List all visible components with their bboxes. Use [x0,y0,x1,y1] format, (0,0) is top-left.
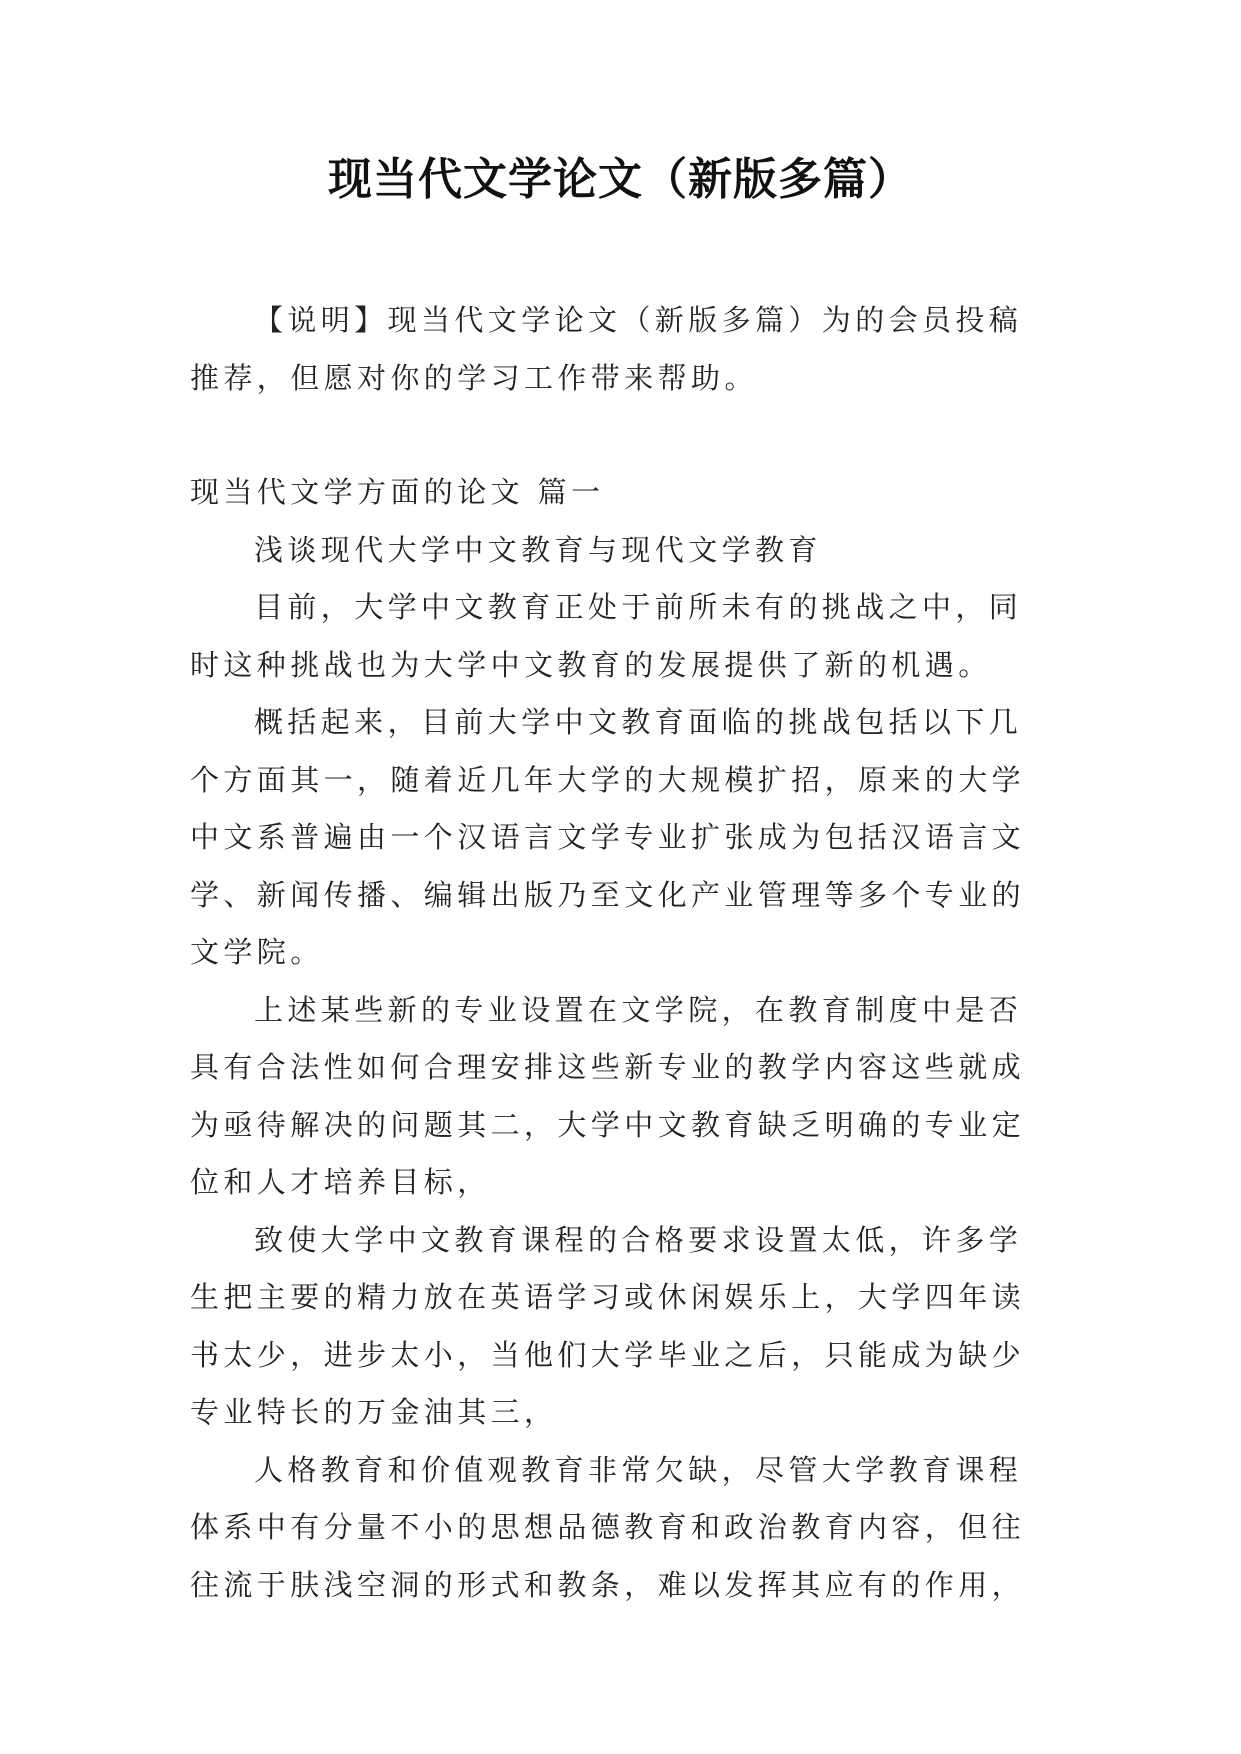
intro-paragraph: 【说明】现当代文学论文（新版多篇）为的会员投稿推荐，但愿对你的学习工作带来帮助。 [190,303,1023,395]
spacer [190,407,1050,464]
document-body [190,292,1050,1614]
paragraph: 致使大学中文教育课程的合格要求设置太低，许多学生把主要的精力放在英语学习或休闲娱乐上，大学四年读书太少，进步太小，当他们大学毕业之后，只能成为缺少专业特长的万金油其三， [190,1222,1026,1429]
paragraph: 上述某些新的专业设置在文学院，在教育制度中是否具有合法性如何合理安排这些新专业的教学内容这些就成为亟待解决的问题其二，大学中文教育缺乏明确的专业定位和人才培养目标， [190,992,1026,1199]
section-heading: 现当代文学方面的论文 篇一 [190,475,605,509]
paragraph-subtitle: 浅谈现代大学中文教育与现代文学教育 [254,532,822,567]
paragraph: 目前，大学中文教育正处于前所未有的挑战之中，同时这种挑战也为大学中文教育的发展提供了新的机遇。 [190,590,1023,682]
paragraph: 概括起来，目前大学中文教育面临的挑战包括以下几个方面其一，随着近几年大学的大规模扩招，原来的大学中文系普遍由一个汉语言文学专业扩张成为包括汉语言文学、新闻传播、编辑出版乃至文化产业管理等多个专业的文学院。 [190,705,1026,969]
document-title: 现当代文学论文（新版多篇） [328,154,913,205]
paragraph: 人格教育和价值观教育非常欠缺，尽管大学教育课程体系中有分量不小的思想品德教育和政治教育内容，但往往流于肤浅空洞的形式和教条，难以发挥其应有的作用， [190,1452,1026,1602]
